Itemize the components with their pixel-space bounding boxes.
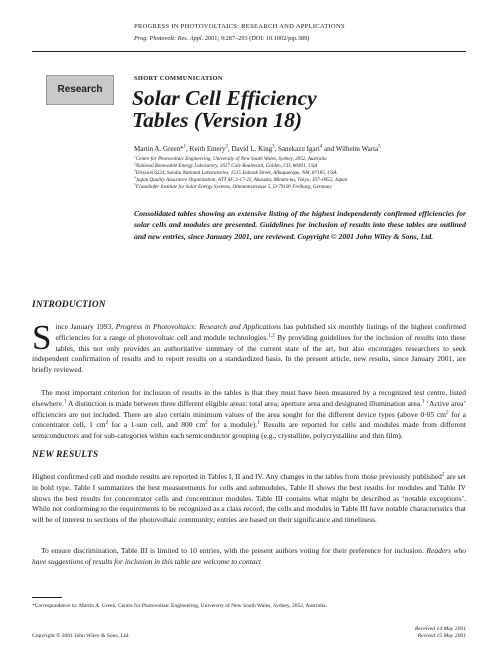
author-separator: ,: [227, 145, 232, 153]
title-line-2: Tables (Version 18): [132, 108, 303, 132]
revised-date: Revised 15 May 2001: [417, 633, 466, 640]
author-affil-mark: 3: [272, 144, 275, 150]
affiliation-number: 4: [134, 175, 136, 180]
affiliation-number: 1: [134, 154, 136, 159]
author-name: David L. King: [231, 145, 273, 153]
author-affil-mark: 1: [183, 144, 187, 150]
intro-paragraph-2: [32, 388, 466, 442]
results-text-italic: Readers who have suggestions of results for inclusion in this table are welcome to contact: [32, 546, 466, 566]
affiliation-text: Division 6224, Sandia National Laboratories, 1515 Eubank Street, Albuquerque, NM, 87185, USA: [135, 170, 337, 177]
research-badge: Research: [46, 75, 114, 105]
received-dates: [415, 626, 466, 641]
unit-superscript: 2: [205, 419, 208, 426]
citation-ref: 1: [63, 398, 67, 405]
author-list: [134, 145, 466, 153]
author-name: Keith Emery: [189, 145, 226, 153]
intro-text: Results are reported for cells and modules made from different semiconductors and for sub-categories within each semiconductor grouping (e.g., crystalline, polycrystalline and thin film).: [32, 420, 466, 441]
affiliation-text: Centre for Photovoltaic Engineering, University of New South Wales, Sydney, 2052, Australia: [135, 156, 327, 162]
correspondence-footnote: *Correspondence to: Martin A. Green, Centre for Photovoltaic Engineering, University of New South Wales, Sydney, 2052, Australia.: [32, 603, 327, 609]
unit-superscript: 2: [105, 419, 109, 426]
author-separator: and: [322, 145, 336, 153]
intro-text: has published six monthly listings of the highest confirmed efficiencies for a range of photovoltaic cell and module technologies.: [55, 322, 466, 342]
unit-superscript: 2: [446, 409, 449, 416]
section-heading-introduction: INTRODUCTION: [32, 300, 106, 310]
intro-text: The most important criterion for inclusion of results in the tables is that they must have been measured by a recognized test centre, listed elsewhere.: [32, 388, 466, 408]
intro-text: A distinction is made between three different eligible areas: total area; aperture area and designated illumination area.: [66, 398, 422, 408]
journal-reference: Progress in Photovoltaics: Research and Applications: [115, 322, 281, 331]
author-affil-mark: 4: [319, 144, 323, 150]
citation-ref: 1,2: [268, 332, 275, 339]
author-name: Wilhelm Warta: [335, 145, 379, 153]
author-separator: ,: [274, 145, 279, 153]
drop-cap: S: [32, 318, 52, 357]
author-affil-mark: 5: [378, 144, 381, 150]
intro-text: ince January 1993,: [55, 322, 116, 331]
header-rule: [32, 51, 466, 52]
citation-ref: 1: [257, 419, 260, 426]
received-date: Received 14 May 2001: [414, 626, 466, 632]
citation-ref: 1: [421, 398, 425, 405]
affiliation-number: 2: [134, 161, 136, 166]
intro-text: ‘Active area’ efficiencies are not included. There are also certain minimum values of the area sought for the different device types (above 0·05 cm: [32, 398, 466, 419]
intro-text: for a concentrator cell, 1 cm: [32, 409, 466, 430]
footnote-rule: [32, 597, 62, 598]
affiliation-text: Fraunhofer Institute for Solar Energy Systems, Oltmannsstrasse 5, D-79100 Freiburg, Germany: [135, 184, 332, 191]
affiliation-text: National Renewable Energy Laboratory, 1617 Cole Boulevard, Golden, CO, 80401, USA: [135, 163, 318, 170]
citation-details: 2001; 9:287–293 (DOI: 10.1002/pip.389): [204, 35, 310, 42]
abstract: Consolidated tables showing an extensive listing of the highest independently confirmed efficiencies for solar cells and modules are presented. Guidelines for inclusion of results into these tables are outlined and new entries, since January 2001, are reviewed. Copyright © 2001 John Wiley & Sons, Ltd.: [134, 209, 466, 241]
results-text: Highest confirmed cell and module results are reported in Tables I, II and IV. Any changes in the tables from those previously published: [32, 472, 442, 481]
results-paragraph-1: [32, 472, 466, 526]
results-text: are set in bold type. Table I summarizes the best measurements for cells and submodules, Table II shows the best results for modules and Table IV shows the best results for concentrator cells and concentrator modules. Table III contains what might be described as ‘notable exceptions’. While not conforming to the requirements to be recognized as a class record, the cells and modules in Table III have notable characteristics that will be of interest to sections of the photovoltaic community; entries are based on their significance and timeliness.: [32, 472, 466, 525]
affiliation-number: 5: [134, 182, 136, 187]
affiliation-list: [134, 156, 466, 191]
copyright-notice: Copyright © 2001 John Wiley & Sons, Ltd.: [32, 633, 130, 639]
affiliation-number: 3: [134, 168, 136, 173]
author-separator: ,: [186, 145, 190, 153]
author-name: Sanekazu Igari: [278, 145, 320, 153]
title-line-1: Solar Cell Efficiency: [132, 86, 317, 110]
affiliation: [134, 184, 466, 191]
article-title: [132, 87, 317, 131]
citation-ref: 2: [441, 471, 445, 478]
author-affil-mark: 2: [225, 144, 228, 150]
author-name: Martin A. Green*: [134, 145, 184, 153]
intro-paragraph-1: [32, 318, 466, 376]
intro-text: for a module).: [207, 420, 258, 430]
results-paragraph-2: [32, 546, 466, 568]
article-type: SHORT COMMUNICATION: [134, 75, 223, 82]
intro-text: for a 1-sun cell, and 800 cm: [108, 420, 206, 430]
journal-name: PROGRESS IN PHOTOVOLTAICS: RESEARCH AND APPLICATIONS: [134, 23, 345, 30]
affiliation-text: Japan Quality Assurance Organization, ATT 4F, 2-17-22, Akasaka, Minato-ku, Tokyo, 107–0052, Japan: [135, 177, 348, 184]
citation-abbrev: Prog. Photovolt: Res. Appl.: [134, 35, 204, 42]
intro-text: By providing guidelines for the inclusion of results into these tables, this not only provides an authoritative summary of the current state of the art, but also encourages researchers to seek independent confirmation of results and to report results on a standardized basis. In the present article, new results, since January 2001, are briefly reviewed.: [32, 332, 466, 375]
citation-line: [134, 35, 309, 42]
results-text: To ensure discrimination, Table III is limited to 10 entries, with the present authors voting for their preference for inclusion.: [41, 546, 427, 555]
section-heading-new-results: NEW RESULTS: [32, 450, 99, 460]
